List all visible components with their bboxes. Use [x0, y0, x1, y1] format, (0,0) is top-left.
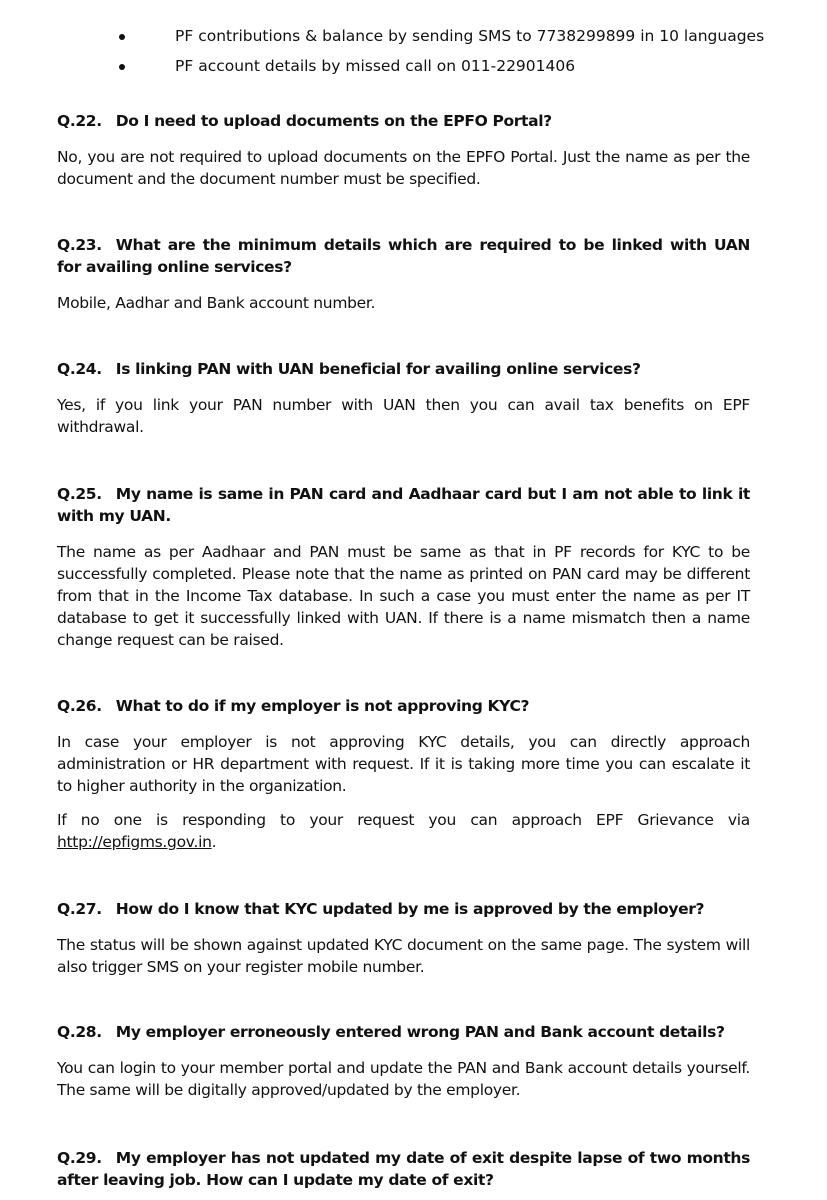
question-number: Q.28.: [57, 1023, 102, 1041]
question-number: Q.23.: [57, 236, 102, 254]
question-heading: [57, 1021, 750, 1043]
question-heading: [57, 110, 750, 132]
answer-text: Yes, if you link your PAN number with UAN then you can avail tax benefits on EPF withdrawal.: [57, 396, 750, 436]
answer-text: No, you are not required to upload documents on the EPFO Portal. Just the name as per the document and the document number must be specified.: [57, 148, 750, 188]
faq-item-q23: [57, 234, 750, 314]
question-heading: [57, 695, 750, 717]
question-number: Q.29.: [57, 1149, 102, 1167]
faq-item-q27: [57, 898, 750, 978]
question-text: My name is same in PAN card and Aadhaar card but I am not able to link it with my UAN.: [57, 485, 750, 525]
question-heading: [57, 358, 750, 380]
question-number: Q.25.: [57, 485, 102, 503]
question-heading: [57, 483, 750, 527]
question-heading: [57, 898, 750, 920]
faq-item-q22: [57, 110, 750, 190]
link-suffix: .: [211, 833, 217, 851]
question-text: Is linking PAN with UAN beneficial for availing online services?: [115, 360, 641, 378]
question-text: Do I need to upload documents on the EPFO Portal?: [115, 112, 552, 130]
question-text: How do I know that KYC updated by me is approved by the employer?: [115, 900, 705, 918]
question-number: Q.22.: [57, 112, 102, 130]
bullet-list: [57, 25, 765, 85]
bullet-icon: [119, 64, 125, 70]
faq-item-q26: [57, 695, 750, 853]
question-heading: [57, 234, 750, 278]
list-item: [57, 55, 750, 85]
question-number: Q.27.: [57, 900, 102, 918]
list-item: [57, 25, 765, 55]
faq-item-q29: [57, 1147, 750, 1191]
question-text: My employer has not updated my date of exit despite lapse of two months after leaving job. How can I update my date of exit?: [57, 1149, 750, 1189]
answer-text-part: If no one is responding to your request you can approach EPF Grievance via: [57, 811, 750, 829]
question-heading: [57, 1147, 750, 1191]
bullet-icon: [119, 34, 125, 40]
answer-text: Mobile, Aadhar and Bank account number.: [57, 294, 376, 312]
question-text: What to do if my employer is not approving KYC?: [115, 697, 530, 715]
grievance-link[interactable]: http://epfigms.gov.in: [57, 833, 212, 851]
faq-item-q28: [57, 1021, 750, 1101]
faq-item-q24: [57, 358, 750, 438]
answer-text: You can login to your member portal and update the PAN and Bank account details yourself. The same will be digitally approved/updated by the employer.: [57, 1059, 750, 1099]
answer-text: [57, 809, 750, 853]
question-text: My employer erroneously entered wrong PAN and Bank account details?: [115, 1023, 725, 1041]
question-number: Q.26.: [57, 697, 102, 715]
faq-item-q25: [57, 483, 750, 651]
bullet-text: PF account details by missed call on 011-22901406: [175, 57, 576, 75]
question-number: Q.24.: [57, 360, 102, 378]
answer-text: The status will be shown against updated KYC document on the same page. The system will also trigger SMS on your register mobile number.: [57, 936, 750, 976]
question-text: What are the minimum details which are required to be linked with UAN for availing online services?: [57, 236, 750, 276]
bullet-text: PF contributions & balance by sending SMS to 7738299899 in 10 languages: [175, 27, 765, 45]
answer-text: In case your employer is not approving KYC details, you can directly approach administration or HR department with request. If it is taking more time you can escalate it to higher authority in the organization.: [57, 733, 750, 795]
answer-text: The name as per Aadhaar and PAN must be same as that in PF records for KYC to be successfully completed. Please note that the name as printed on PAN card may be different from that in the Income Tax database. In such a case you must enter the name as per IT database to get it successfully linked with UAN. If there is a name mismatch then a name change request can be raised.: [57, 543, 750, 649]
